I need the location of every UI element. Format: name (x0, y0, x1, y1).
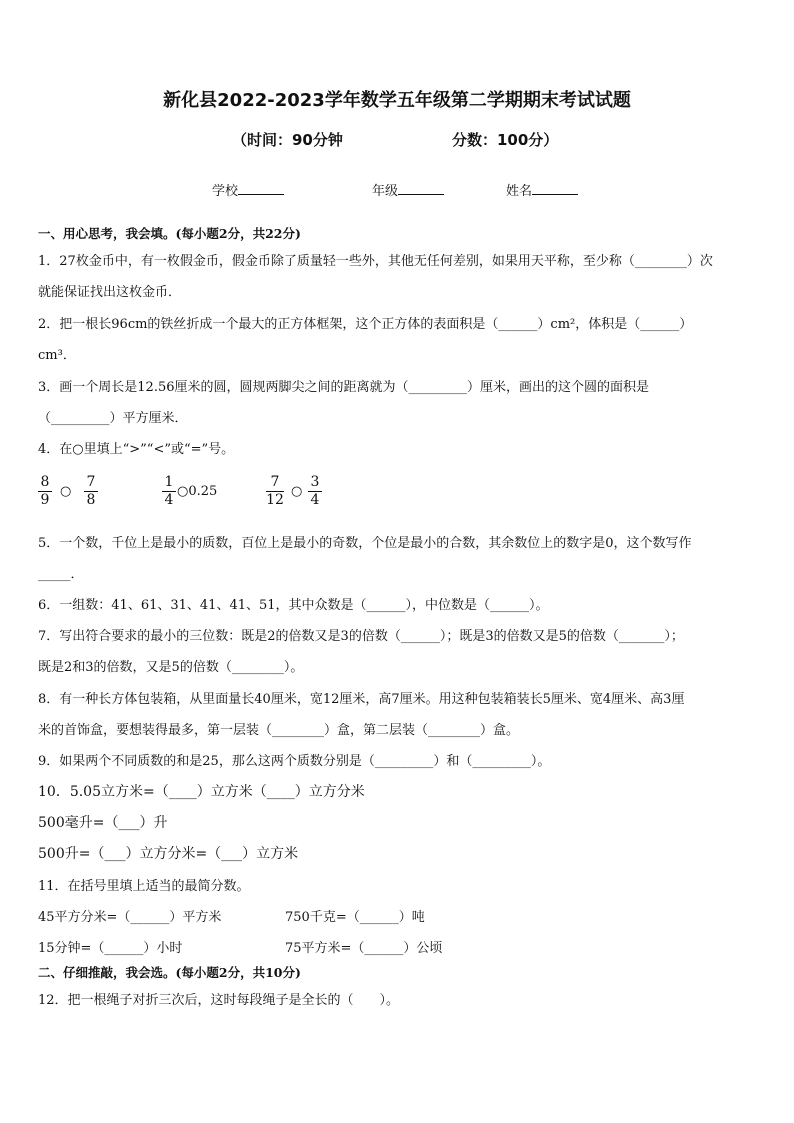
question-8-line-2: 米的首饰盒，要想装得最多，第一层装（________）盒，第二层装（________）盒。 (38, 723, 520, 738)
school-label: 学校 (212, 184, 239, 199)
denominator: 4 (310, 492, 320, 508)
grade-field (372, 180, 444, 199)
question-10-line-1: 10．5.05立方米=（____）立方米（____）立方分米 (38, 784, 365, 800)
section-heading-1: 一、用心思考，我会填。(每小题2分，共22分) (38, 226, 301, 241)
compare-circle-3[interactable]: ○ (291, 484, 303, 499)
question-11-item-1: 45平方分米=（______）平方米 (38, 910, 222, 925)
question-11-item-3: 15分钟=（______）小时 (38, 941, 183, 956)
numerator: 8 (40, 474, 50, 490)
question-11-item-4: 75平方米=（______）公顷 (285, 941, 443, 956)
school-field (212, 180, 284, 199)
question-12: 12．把一根绳子对折三次后，这时每段绳子是全长的（ ）。 (38, 993, 400, 1008)
fraction-8-9 (38, 474, 52, 509)
question-2-line-1: 2．把一根长96cm的铁丝折成一个最大的正方体框架，这个正方体的表面积是（______）cm²，体积是（______） (38, 317, 693, 332)
numerator: 3 (310, 474, 320, 490)
question-5-line-2: _____． (38, 567, 84, 582)
fraction-7-12 (266, 474, 284, 509)
denominator: 9 (40, 492, 50, 508)
grade-blank[interactable] (398, 182, 444, 195)
denominator: 4 (164, 492, 174, 508)
question-1-line-1: 1．27枚金币中，有一枚假金币，假金币除了质量轻一些外，其他无任何差别，如果用天平称，至少称（________）次 (38, 254, 713, 269)
denominator: 8 (86, 492, 96, 508)
question-9: 9．如果两个不同质数的和是25，那么这两个质数分别是（_________）和（_________）。 (38, 754, 551, 769)
exam-score: 分数：100分） (452, 131, 559, 149)
question-7-line-2: 既是2和3的倍数，又是5的倍数（________）。 (38, 660, 304, 675)
question-6: 6．一组数：41、61、31、41、41、51，其中众数是（______），中位数是（______）。 (38, 598, 549, 613)
fraction-3-4 (308, 474, 322, 509)
compare-circle-1[interactable]: ○ (60, 484, 72, 499)
question-4-prompt: 4．在○里填上“>”“<”或“=”号。 (38, 442, 235, 457)
question-3-line-2: （_________）平方厘米． (38, 411, 188, 426)
question-5-line-1: 5．一个数，千位上是最小的质数，百位上是最小的奇数，个位是最小的合数，其余数位上的数字是0，这个数写作 (38, 536, 692, 551)
section-heading-2: 二、仔细推敲，我会选。(每小题2分，共10分) (38, 965, 301, 980)
name-field (506, 180, 578, 199)
numerator: 7 (86, 474, 96, 490)
question-3-line-1: 3．画一个周长是12.56厘米的圆，圆规两脚尖之间的距离就为（_________）厘米，画出的这个圆的面积是 (38, 380, 649, 395)
grade-label: 年级 (372, 184, 399, 199)
exam-time: （时间：90分钟 (232, 131, 343, 149)
question-11-item-2: 750千克=（______）吨 (285, 910, 425, 925)
question-11-prompt: 11．在括号里填上适当的最简分数。 (38, 879, 250, 894)
name-label: 姓名 (506, 184, 533, 199)
fraction-7-8 (84, 474, 98, 509)
question-10-line-2: 500毫升=（___）升 (38, 815, 168, 831)
fraction-1-4 (162, 474, 176, 509)
numerator: 1 (164, 474, 174, 490)
page-title: 新化县2022-2023学年数学五年级第二学期期末考试试题 (163, 90, 631, 111)
question-2-line-2: cm³． (38, 348, 76, 363)
denominator: 12 (266, 492, 284, 508)
question-1-line-2: 就能保证找出这枚金币． (38, 285, 182, 300)
numerator: 7 (270, 474, 280, 490)
name-blank[interactable] (532, 182, 578, 195)
school-blank[interactable] (238, 182, 284, 195)
compare-circle-2[interactable]: ○0.25 (177, 484, 218, 499)
question-7-line-1: 7．写出符合要求的最小的三位数：既是2的倍数又是3的倍数（______）；既是3的倍数又是5的倍数（_______）； (38, 629, 684, 644)
question-10-line-3: 500升=（___）立方分米=（___）立方米 (38, 846, 299, 862)
question-8-line-1: 8．有一种长方体包装箱，从里面量长40厘米，宽12厘米，高7厘米。用这种包装箱装长5厘米、宽4厘米、高3厘 (38, 692, 685, 707)
